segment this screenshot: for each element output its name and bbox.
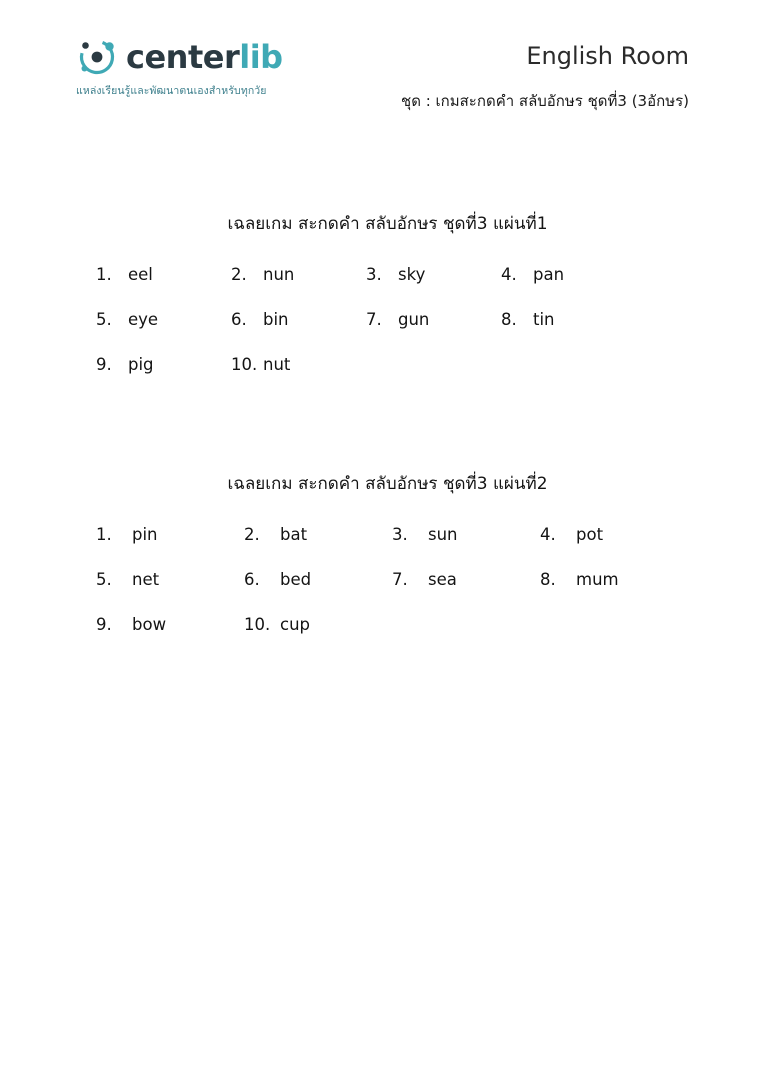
word-item xyxy=(96,355,231,374)
page-subtitle: ชุด : เกมสะกดคำ สลับอักษร ชุดที่3 (3อักษร) xyxy=(401,91,689,110)
word-row xyxy=(96,355,723,374)
word-item xyxy=(231,310,366,329)
word-number: 8. xyxy=(501,310,517,329)
title-block xyxy=(401,42,689,113)
word-text: tin xyxy=(533,310,555,329)
word-item xyxy=(392,570,540,589)
word-number: 10. xyxy=(231,355,258,374)
word-number: 4. xyxy=(501,265,517,284)
word-text: bed xyxy=(280,570,312,589)
word-text: cup xyxy=(280,615,311,634)
word-text: sea xyxy=(428,570,457,589)
section-1-word-grid xyxy=(0,265,763,374)
word-number: 4. xyxy=(540,525,556,544)
word-text: sun xyxy=(428,525,458,544)
word-item xyxy=(231,355,366,374)
word-item xyxy=(96,310,231,329)
word-number: 10. xyxy=(244,615,271,634)
brand-logo xyxy=(76,36,376,99)
section-2-word-grid xyxy=(0,525,763,634)
section-1-heading: เฉลยเกม สะกดคำ สลับอักษร ชุดที่3 แผ่นที่1 xyxy=(227,214,548,234)
logo-word-center: center xyxy=(126,38,240,76)
word-text: eel xyxy=(128,265,153,284)
word-item xyxy=(96,265,231,284)
word-text: nut xyxy=(263,355,291,374)
word-text: pan xyxy=(533,265,565,284)
word-number: 1. xyxy=(96,525,112,544)
word-row xyxy=(96,570,723,589)
word-text: sky xyxy=(398,265,426,284)
word-row xyxy=(96,310,723,329)
logo-tagline: แหล่งเรียนรู้และพัฒนาตนเองสำหรับทุกวัย xyxy=(76,85,267,97)
word-item xyxy=(366,310,501,329)
word-text: nun xyxy=(263,265,295,284)
word-number: 6. xyxy=(244,570,260,589)
word-number: 3. xyxy=(366,265,382,284)
word-text: gun xyxy=(398,310,430,329)
word-number: 9. xyxy=(96,615,112,634)
section-2-heading: เฉลยเกม สะกดคำ สลับอักษร ชุดที่3 แผ่นที่2 xyxy=(227,474,548,494)
word-number: 7. xyxy=(366,310,382,329)
word-number: 7. xyxy=(392,570,408,589)
word-item xyxy=(244,615,392,634)
word-text: pig xyxy=(128,355,154,374)
word-number: 5. xyxy=(96,570,112,589)
word-text: eye xyxy=(128,310,159,329)
word-text: bat xyxy=(280,525,308,544)
word-number: 6. xyxy=(231,310,247,329)
word-row xyxy=(96,615,723,634)
word-item xyxy=(540,525,688,544)
word-row xyxy=(96,265,723,284)
word-number: 5. xyxy=(96,310,112,329)
word-text: net xyxy=(132,570,160,589)
word-number: 2. xyxy=(244,525,260,544)
answer-section-1 xyxy=(0,210,763,400)
word-number: 1. xyxy=(96,265,112,284)
document-header xyxy=(0,28,763,128)
word-item xyxy=(366,265,501,284)
word-item xyxy=(540,570,688,589)
word-text: pin xyxy=(132,525,158,544)
word-number: 3. xyxy=(392,525,408,544)
word-text: pot xyxy=(576,525,604,544)
word-item xyxy=(501,265,636,284)
word-item xyxy=(96,615,244,634)
word-text: bow xyxy=(132,615,167,634)
word-number: 2. xyxy=(231,265,247,284)
word-number: 8. xyxy=(540,570,556,589)
page-title: English Room xyxy=(526,42,689,70)
word-item xyxy=(244,525,392,544)
word-item xyxy=(501,310,636,329)
word-number: 9. xyxy=(96,355,112,374)
word-item xyxy=(96,525,244,544)
logo-wordmark xyxy=(126,38,283,76)
word-text: bin xyxy=(263,310,289,329)
word-item xyxy=(392,525,540,544)
answer-section-2 xyxy=(0,470,763,660)
centerlib-logo-icon xyxy=(76,36,118,78)
word-item xyxy=(231,265,366,284)
word-row xyxy=(96,525,723,544)
word-item xyxy=(96,570,244,589)
word-item xyxy=(244,570,392,589)
word-text: mum xyxy=(576,570,619,589)
logo-word-lib: lib xyxy=(239,38,283,76)
